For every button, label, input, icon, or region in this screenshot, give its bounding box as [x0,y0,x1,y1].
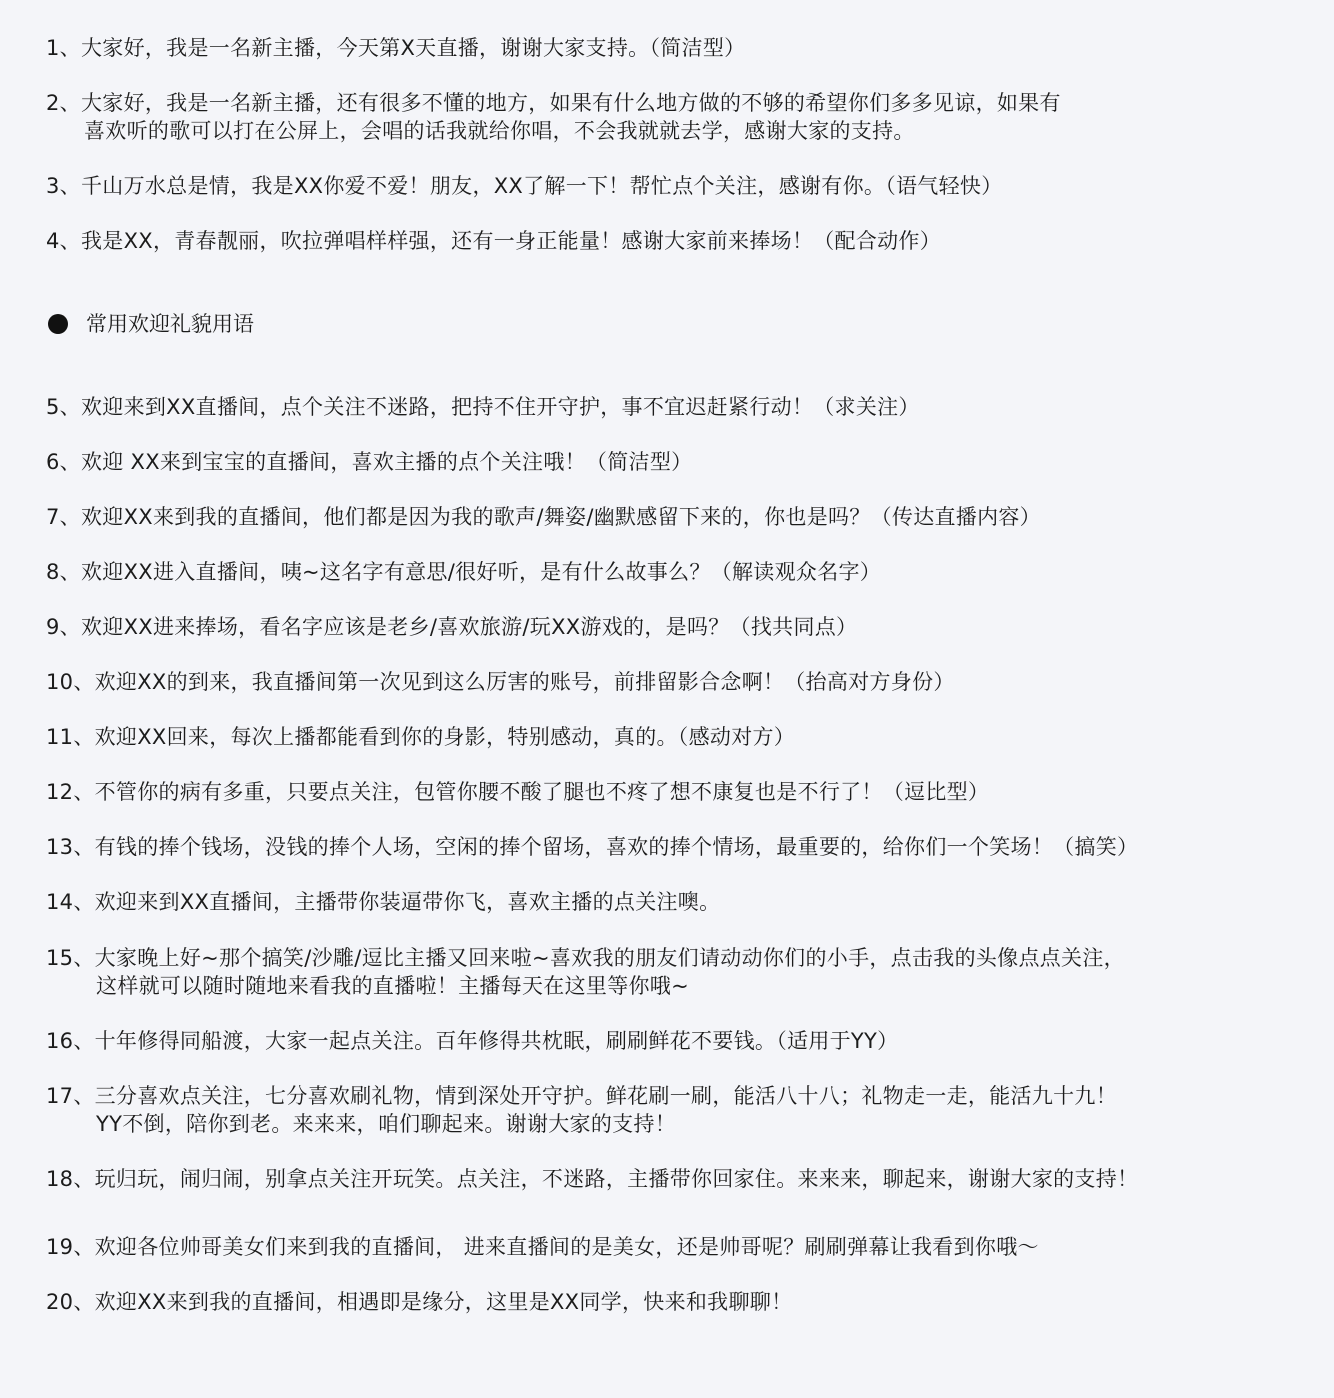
item-number: 14、 [46,890,95,914]
item-text: 大家好，我是一名新主播，还有很多不懂的地方，如果有什么地方做的不够的希望你们多多见谅，如果有 [80,91,1061,115]
item-number: 8、 [46,560,81,584]
list-item [46,723,1316,751]
list-item [46,172,1316,200]
item-number: 20、 [46,1290,95,1314]
item-text: 玩归玩，闹归闹，别拿点关注开玩笑。点关注，不迷路，主播带你回家住。来来来，聊起来，谢谢大家的支持！ [94,1167,1139,1191]
item-number: 15、 [46,946,95,970]
list-item [46,448,1316,476]
bullet-icon [48,314,68,334]
item-number: 13、 [46,835,95,859]
list-item [46,1165,1316,1193]
item-number: 11、 [46,725,95,749]
item-text: 十年修得同船渡，大家一起点关注。百年修得共枕眠，刷刷鲜花不要钱。（适用于YY） [94,1029,899,1053]
item-number: 17、 [46,1084,95,1108]
list-item [46,1233,1316,1261]
item-text: 三分喜欢点关注，七分喜欢刷礼物，情到深处开守护。鲜花刷一刷，能活八十八；礼物走一走，能活九十九！ [94,1084,1118,1108]
item-text: 欢迎来到XX直播间，点个关注不迷路，把持不住开守护，事不宜迟赶紧行动！（求关注） [80,395,920,419]
item-number: 4、 [46,229,81,253]
item-text: 我是XX，青春靓丽，吹拉弹唱样样强，还有一身正能量！感谢大家前来捧场！（配合动作） [80,229,942,253]
item-text-continued: 这样就可以随时随地来看我的直播啦！主播每天在这里等你哦~ [96,974,689,998]
list-item [46,34,1316,62]
list-item [46,558,1316,586]
list-item [46,89,1316,145]
list-item [46,668,1316,696]
item-text: 欢迎XX进入直播间，咦~这名字有意思/很好听，是有什么故事么？（解读观众名字） [80,560,882,584]
item-text: 有钱的捧个钱场，没钱的捧个人场，空闲的捧个留场，喜欢的捧个情场，最重要的，给你们一个笑场！（搞笑） [94,835,1139,859]
section-heading [48,309,254,339]
item-number: 1、 [46,36,81,60]
section-heading-text: 常用欢迎礼貌用语 [86,312,254,336]
item-number: 10、 [46,670,95,694]
item-number: 2、 [46,91,81,115]
list-item [46,393,1316,421]
list-item [46,1027,1316,1055]
list-item [46,1288,1316,1316]
item-text: 欢迎XX进来捧场，看名字应该是老乡/喜欢旅游/玩XX游戏的，是吗？（找共同点） [80,615,858,639]
item-number: 5、 [46,395,81,419]
item-text: 欢迎来到XX直播间，主播带你装逼带你飞，喜欢主播的点关注噢。 [94,890,721,914]
list-item [46,503,1316,531]
item-text: 欢迎XX来到我的直播间，相遇即是缘分，这里是XX同学，快来和我聊聊！ [94,1290,793,1314]
item-text: 大家晚上好~那个搞笑/沙雕/逗比主播又回来啦~喜欢我的朋友们请动动你们的小手，点击我的头像点点关注， [94,946,1125,970]
list-item [46,613,1316,641]
item-text: 欢迎XX回来，每次上播都能看到你的身影，特别感动，真的。（感动对方） [94,725,796,749]
item-number: 3、 [46,174,81,198]
item-text: 千山万水总是情，我是XX你爱不爱！朋友，XX了解一下！帮忙点个关注，感谢有你。（语气轻快） [80,174,1003,198]
item-text: 大家好，我是一名新主播，今天第X天直播，谢谢大家支持。（简洁型） [80,36,746,60]
list-item [46,944,1316,1000]
list-item [46,227,1316,255]
item-number: 12、 [46,780,95,804]
item-number: 7、 [46,505,81,529]
item-number: 19、 [46,1235,95,1259]
item-number: 16、 [46,1029,95,1053]
list-item [46,888,1316,916]
item-text-continued: YY不倒，陪你到老。来来来，咱们聊起来。谢谢大家的支持！ [96,1112,677,1136]
item-text: 欢迎XX的到来，我直播间第一次见到这么厉害的账号，前排留影合念啊！（抬高对方身份） [94,670,955,694]
item-text: 欢迎XX来到我的直播间，他们都是因为我的歌声/舞姿/幽默感留下来的，你也是吗？（传达直播内容） [80,505,1041,529]
item-number: 9、 [46,615,81,639]
item-text-continued: 喜欢听的歌可以打在公屏上，会唱的话我就给你唱，不会我就就去学，感谢大家的支持。 [84,119,915,143]
item-text: 欢迎 XX来到宝宝的直播间，喜欢主播的点个关注哦！（简洁型） [80,450,693,474]
list-item [46,833,1316,861]
list-item [46,1082,1316,1138]
item-text: 欢迎各位帅哥美女们来到我的直播间， 进来直播间的是美女，还是帅哥呢？刷刷弹幕让我看到你哦～ [94,1235,1039,1259]
item-number: 6、 [46,450,81,474]
list-item [46,778,1316,806]
item-text: 不管你的病有多重，只要点关注，包管你腰不酸了腿也不疼了想不康复也是不行了！（逗比型） [94,780,990,804]
item-number: 18、 [46,1167,95,1191]
